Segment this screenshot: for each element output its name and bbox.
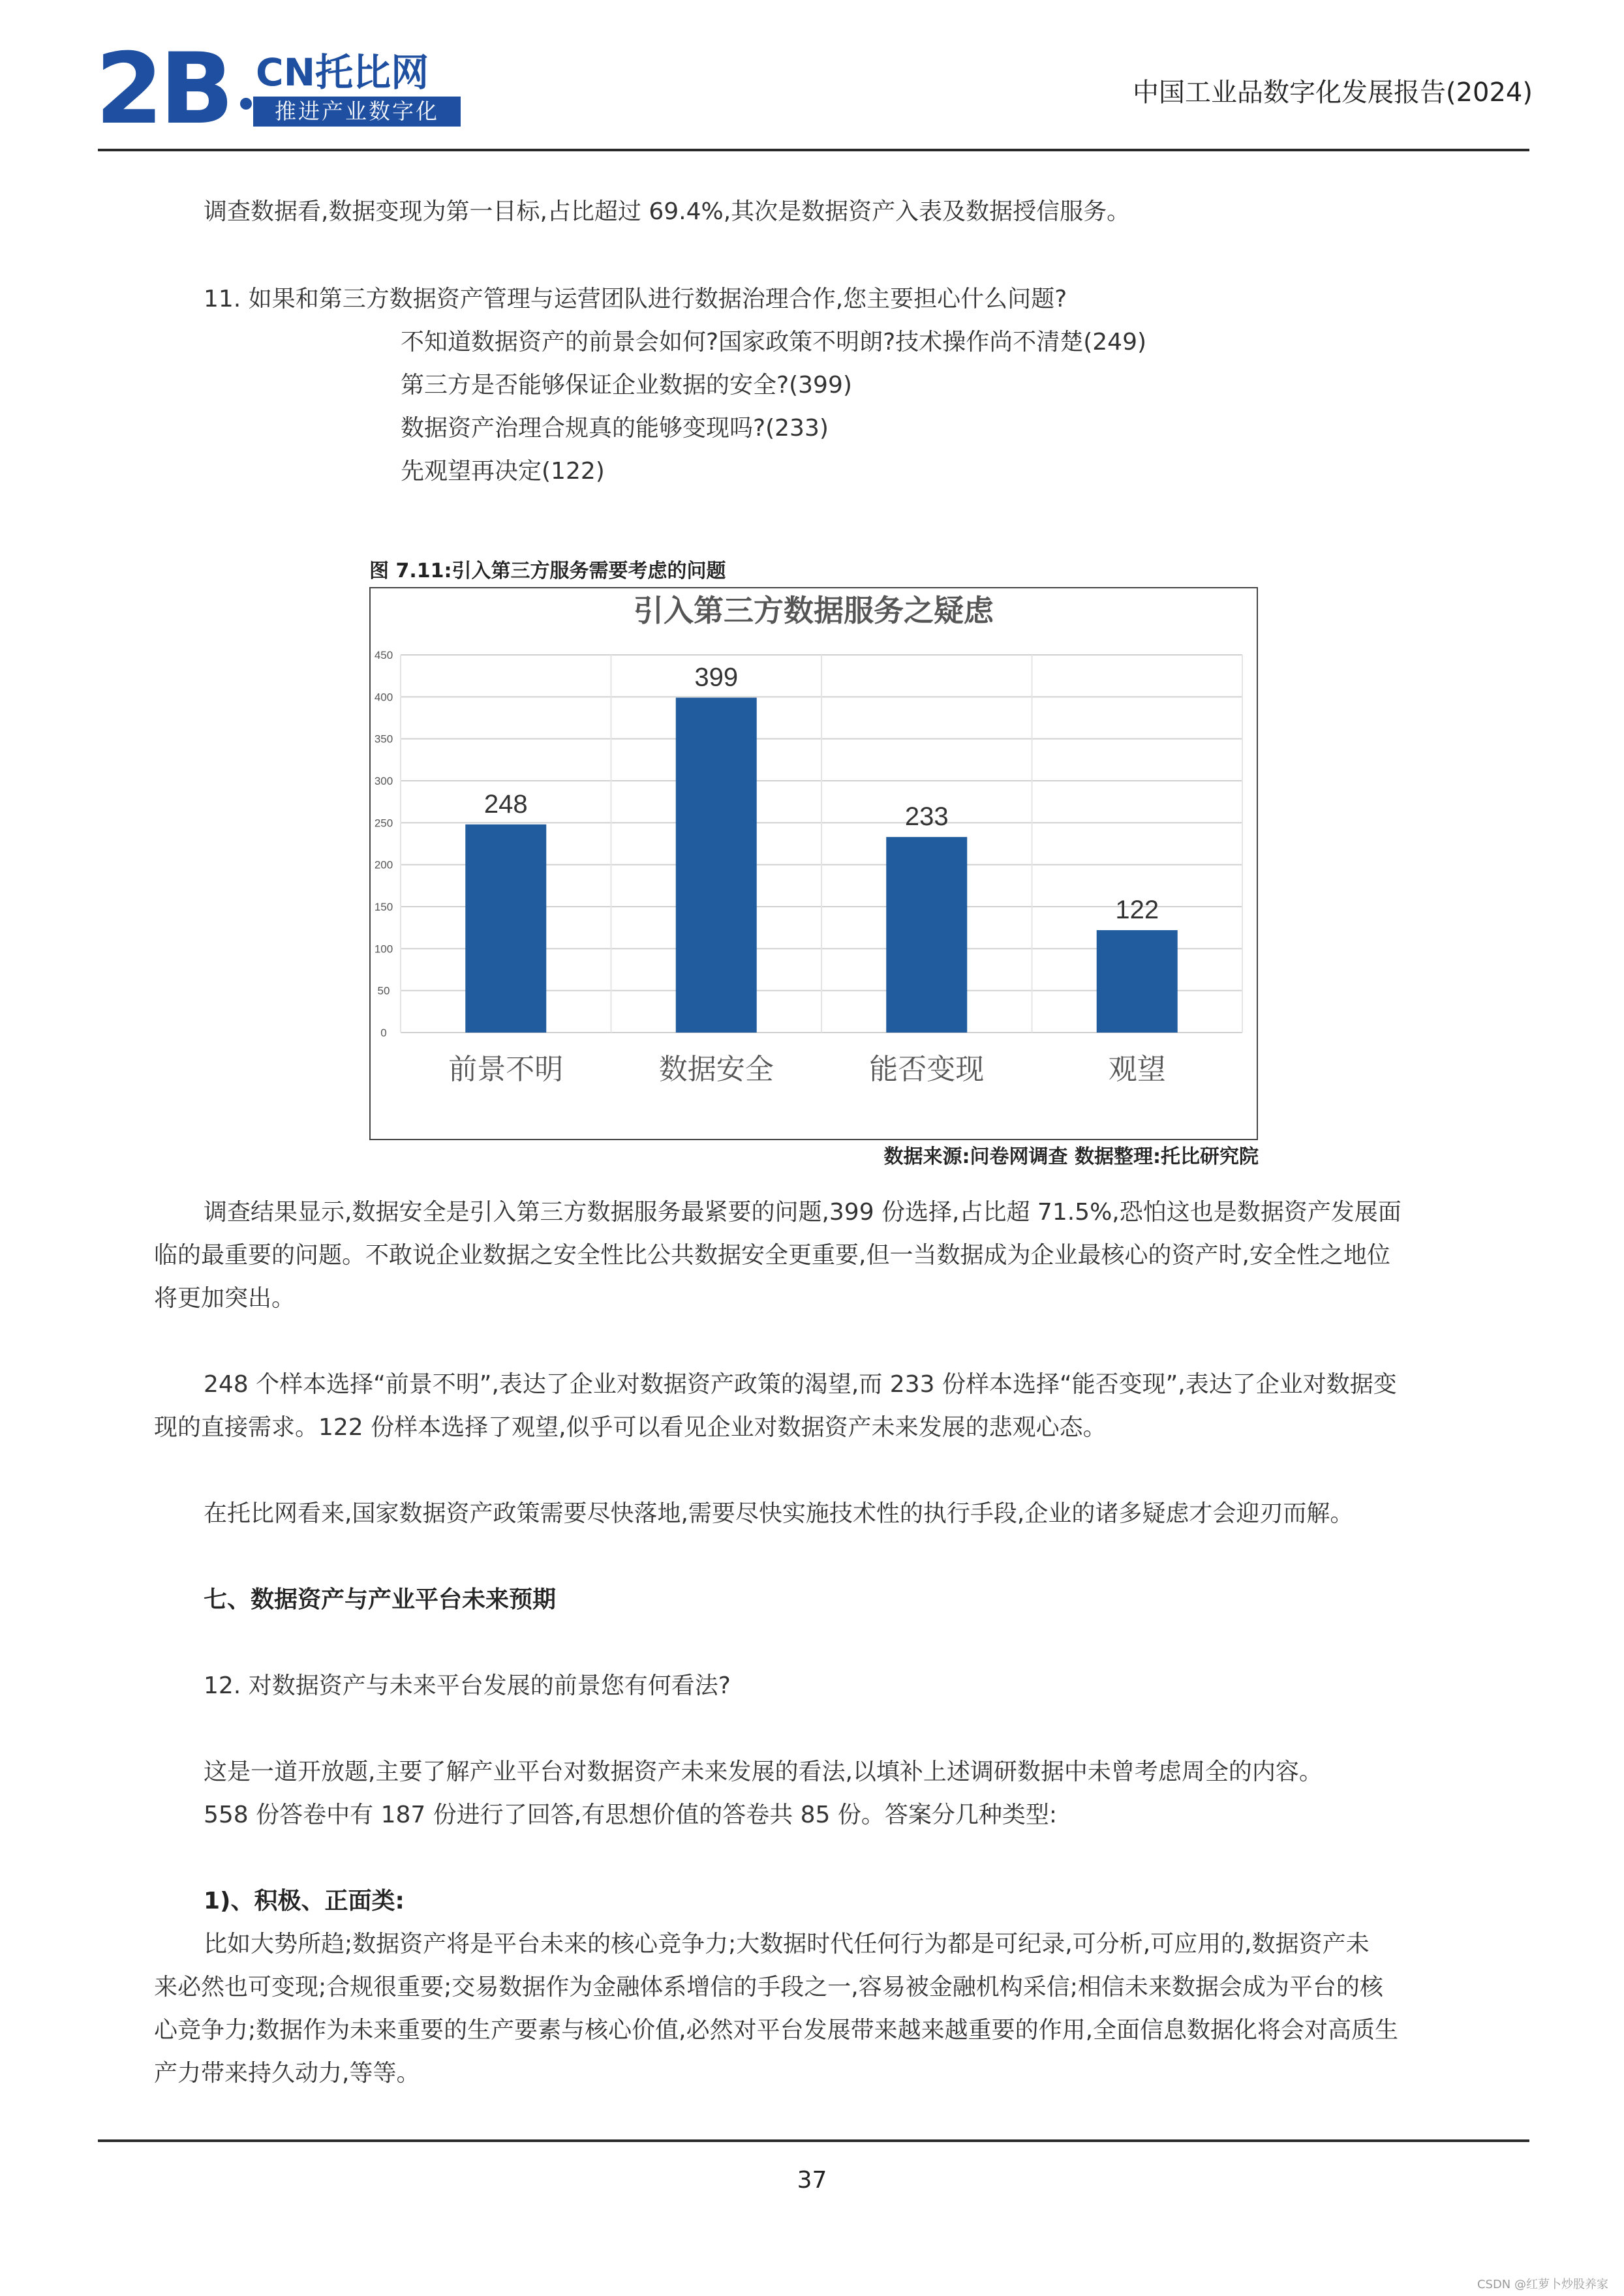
data-label: 399 bbox=[694, 663, 739, 692]
bar bbox=[465, 824, 546, 1033]
section-7-heading: 七、数据资产与产业平台未来预期 bbox=[204, 1586, 557, 1613]
logo-2b: 2B bbox=[95, 33, 230, 146]
q11-option-1: 不知道数据资产的前景会如何?国家政策不明朗?技术操作尚不清楚(249) bbox=[401, 329, 1147, 355]
question-12-title: 12. 对数据资产与未来平台发展的前景您有何看法? bbox=[204, 1672, 731, 1699]
y-tick-label: 250 bbox=[374, 817, 393, 830]
paragraph-1-line-1: 调查结果显示,数据安全是引入第三方数据服务最紧要的问题,399 份选择,占比超 71.5%,恐怕这也是数据资产发展面 bbox=[204, 1199, 1402, 1226]
y-tick-label: 100 bbox=[374, 943, 393, 956]
question-11-title: 11. 如果和第三方数据资产管理与运营团队进行数据治理合作,您主要担心什么问题? bbox=[204, 286, 1067, 312]
chart-title: 引入第三方数据服务之疑虑 bbox=[634, 594, 994, 627]
y-tick-label: 400 bbox=[374, 691, 393, 704]
bar-chart bbox=[371, 588, 1257, 1139]
x-tick-label: 前景不明 bbox=[448, 1053, 564, 1086]
figure-caption: 图 7.11:引入第三方服务需要考虑的问题 bbox=[369, 560, 726, 582]
data-source: 数据来源:问卷网调查 数据整理:托比研究院 bbox=[883, 1145, 1259, 1168]
header-divider bbox=[98, 149, 1529, 151]
subsection-1-line-1: 比如大势所趋;数据资产将是平台未来的核心竞争力;大数据时代任何行为都是可纪录,可分析,可应用的,数据资产未 bbox=[204, 1931, 1370, 1957]
subsection-1-line-3: 心竞争力;数据作为未来重要的生产要素与核心价值,必然对平台发展带来越来越重要的作用,全面信息数据化将会对高质生 bbox=[154, 2017, 1399, 2044]
chart-frame bbox=[369, 587, 1258, 1140]
paragraph-1-line-2: 临的最重要的问题。不敢说企业数据之安全性比公共数据安全更重要,但一当数据成为企业最核心的资产时,安全性之地位 bbox=[154, 1242, 1390, 1269]
logo-dot bbox=[240, 98, 252, 110]
paragraph-3: 在托比网看来,国家数据资产政策需要尽快落地,需要尽快实施技术性的执行手段,企业的诸多疑虑才会迎刃而解。 bbox=[204, 1500, 1354, 1527]
x-tick-label: 数据安全 bbox=[658, 1053, 774, 1086]
logo-slogan: 推进产业数字化 bbox=[253, 97, 461, 127]
report-title: 中国工业品数字化发展报告(2024) bbox=[1132, 78, 1533, 108]
x-tick-label: 能否变现 bbox=[869, 1053, 985, 1086]
y-tick-label: 0 bbox=[380, 1027, 387, 1039]
intro-line: 调查数据看,数据变现为第一目标,占比超过 69.4%,其次是数据资产入表及数据授信服务。 bbox=[204, 198, 1131, 225]
bar bbox=[886, 837, 967, 1033]
y-tick-label: 350 bbox=[374, 733, 393, 746]
paragraph-2-line-1: 248 个样本选择“前景不明”,表达了企业对数据资产政策的渴望,而 233 份样本选择“能否变现”,表达了企业对数据变 bbox=[204, 1371, 1397, 1398]
y-tick-label: 300 bbox=[374, 775, 393, 787]
section-7-intro-line-2: 558 份答卷中有 187 份进行了回答,有思想价值的答卷共 85 份。答案分几种类型: bbox=[204, 1802, 1058, 1828]
q11-option-3: 数据资产治理合规真的能够变现吗?(233) bbox=[401, 415, 829, 442]
paragraph-1-line-3: 将更加突出。 bbox=[154, 1285, 296, 1312]
x-tick-label: 观望 bbox=[1108, 1053, 1166, 1086]
data-label: 122 bbox=[1115, 896, 1159, 925]
subsection-1-line-4: 产力带来持久动力,等等。 bbox=[154, 2060, 420, 2087]
y-tick-label: 150 bbox=[374, 901, 393, 913]
footer-divider bbox=[98, 2139, 1529, 2142]
q11-option-2: 第三方是否能够保证企业数据的安全?(399) bbox=[401, 372, 852, 399]
data-label: 248 bbox=[483, 789, 528, 819]
y-tick-label: 50 bbox=[377, 984, 390, 997]
watermark: CSDN @红萝卜炒股养家 bbox=[1477, 2278, 1608, 2291]
logo-cn-text: CN托比网 bbox=[256, 50, 429, 95]
q11-option-4: 先观望再决定(122) bbox=[401, 458, 605, 485]
page-number: 37 bbox=[797, 2167, 827, 2194]
subsection-1-line-2: 来必然也可变现;合规很重要;交易数据作为金融体系增信的手段之一,容易被金融机构采信;相信未来数据会成为平台的核 bbox=[154, 1974, 1383, 2001]
subsection-1-heading: 1)、积极、正面类: bbox=[204, 1888, 405, 1914]
data-label: 233 bbox=[904, 802, 949, 832]
bar bbox=[1097, 930, 1178, 1033]
section-7-intro-line-1: 这是一道开放题,主要了解产业平台对数据资产未来发展的看法,以填补上述调研数据中未曾考虑周全的内容。 bbox=[204, 1759, 1323, 1785]
y-tick-label: 200 bbox=[374, 858, 393, 871]
y-tick-label: 450 bbox=[374, 649, 393, 661]
paragraph-2-line-2: 现的直接需求。122 份样本选择了观望,似乎可以看见企业对数据资产未来发展的悲观心态。 bbox=[154, 1414, 1107, 1441]
bar bbox=[676, 698, 757, 1033]
